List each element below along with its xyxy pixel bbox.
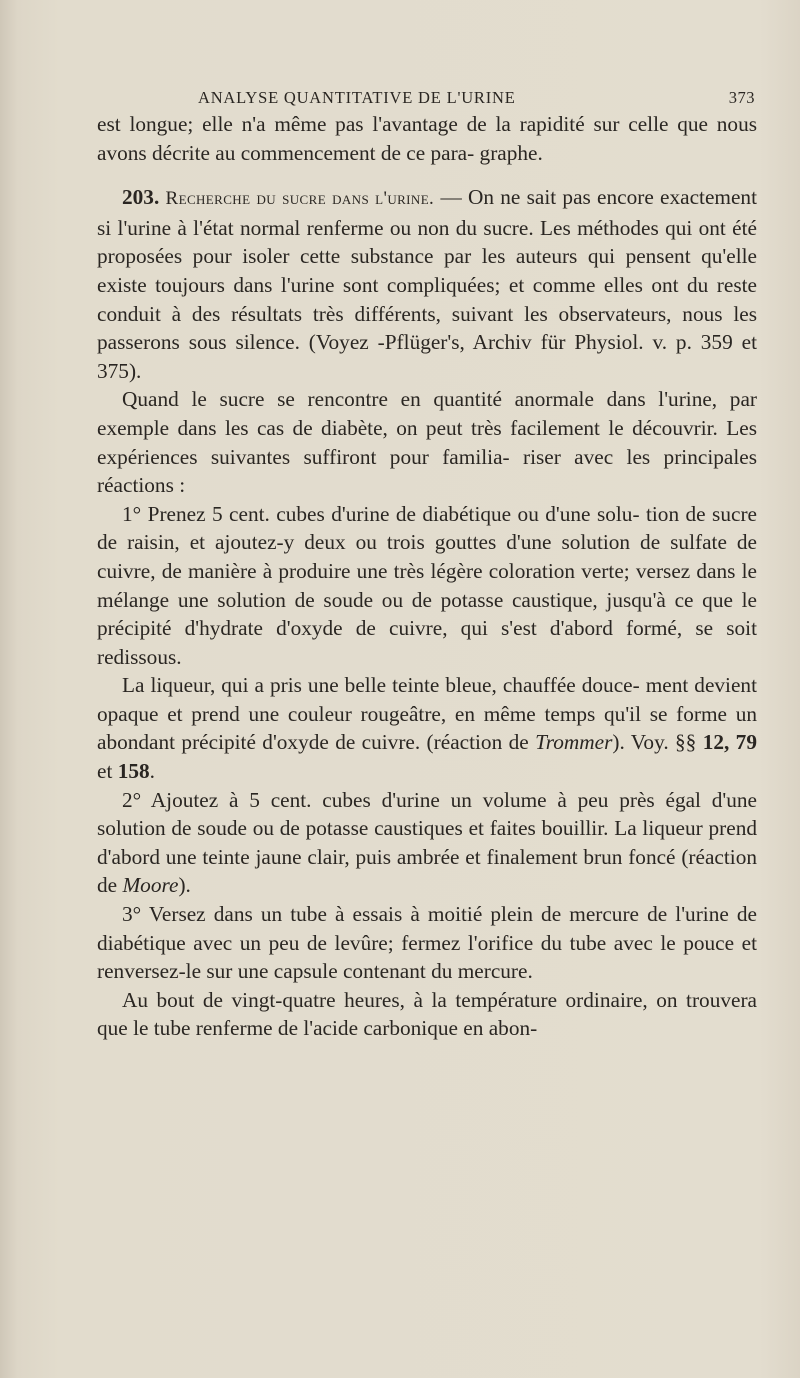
paragraph-quand: Quand le sucre se rencontre en quantité anormale dans l'urine, par exemple dans les cas de diabète, on peut très facilement le découvrir. Les expériences suivantes suffiront pour familia- riser avec les principales réactions :	[97, 387, 757, 498]
page-number: 373	[728, 88, 755, 107]
section-ref-158: 158	[117, 759, 150, 784]
step-3-text: Versez dans un tube à essais à moitié plein de mercure de l'urine de diabétique avec un peu de levûre; fermez l'orifice du tube avec le pouce et renversez-le sur une capsule contenant du mercure.	[97, 902, 757, 984]
paragraph-step-1	[97, 500, 757, 672]
reaction-name-trommer: Trommer	[535, 730, 613, 755]
paragraph-continuation: est longue; elle n'a même pas l'avantage de la rapidité sur celle que nous avons décrite au commencement de ce para- graphe.	[97, 112, 757, 165]
step-2-end: ).	[178, 873, 191, 898]
step-3-number: 3°	[122, 902, 142, 927]
paragraph-au-bout: Au bout de vingt-quatre heures, à la température ordinaire, on trouvera que le tube renferme de l'acide carbonique en abon-	[97, 987, 757, 1041]
paragraph-step-2	[97, 786, 757, 900]
running-title: ANALYSE QUANTITATIVE DE L'URINE	[198, 88, 516, 107]
liqueur-end: .	[149, 759, 155, 784]
liqueur-text: La liqueur, qui a pris une belle teinte bleue, chauffée douce- ment devient opaque et prend une couleur rougeâtre, en même temps qu'il se forme un abondant précipité d'oxyde de cuivre. (réaction de	[97, 673, 757, 755]
step-2-text: Ajoutez à 5 cent. cubes d'urine un volume à peu près égal d'une solution de soude ou de potasse caustiques et faites bouillir. La liqueur prend d'abord une teinte jaune clair, puis ambrée et finalement brun foncé (réaction de	[97, 787, 757, 898]
paragraph-liqueur	[97, 671, 757, 785]
section-text: — On ne sait pas encore exactement si l'urine à l'état normal renferme ou non du sucre. Les méthodes qui ont été proposées pour isoler cette substance par les auteurs qui pensent qu'elle existe toujours dans l'urine sont compliquées; et comme elles ont du reste conduit à des résultats très différents, suivant les observateurs, nous les passerons sous silence. (Voyez ‑Pflüger's, Archiv für Physiol. v. p. 359 et 375).	[97, 185, 757, 383]
step-1-number: 1°	[122, 501, 142, 526]
running-head	[100, 88, 755, 112]
section-refs: 12, 79	[702, 730, 757, 755]
section-number: 203.	[122, 185, 160, 210]
reaction-name-moore: Moore	[122, 873, 179, 898]
paragraph-section-203	[97, 183, 757, 385]
step-2-number: 2°	[122, 787, 142, 812]
body-text	[97, 110, 757, 1043]
section-title: Recherche du sucre dans l'urine.	[165, 188, 435, 210]
liqueur-voy: ). Voy. §§	[612, 730, 703, 755]
liqueur-et: et	[97, 759, 118, 784]
step-1-text: Prenez 5 cent. cubes d'urine de diabétique ou d'une solu- tion de sucre de raisin, et ajoutez-y deux ou trois gouttes d'une solution de sulfate de cuivre, de manière à produire une très légère coloration verte; versez dans le mélange une solution de soude ou de potasse caustique, jusqu'à ce que le précipité d'hydrate d'oxyde de cuivre, qui s'est d'abord formé, se soit redissous.	[97, 501, 757, 669]
paragraph-step-3	[97, 900, 757, 986]
